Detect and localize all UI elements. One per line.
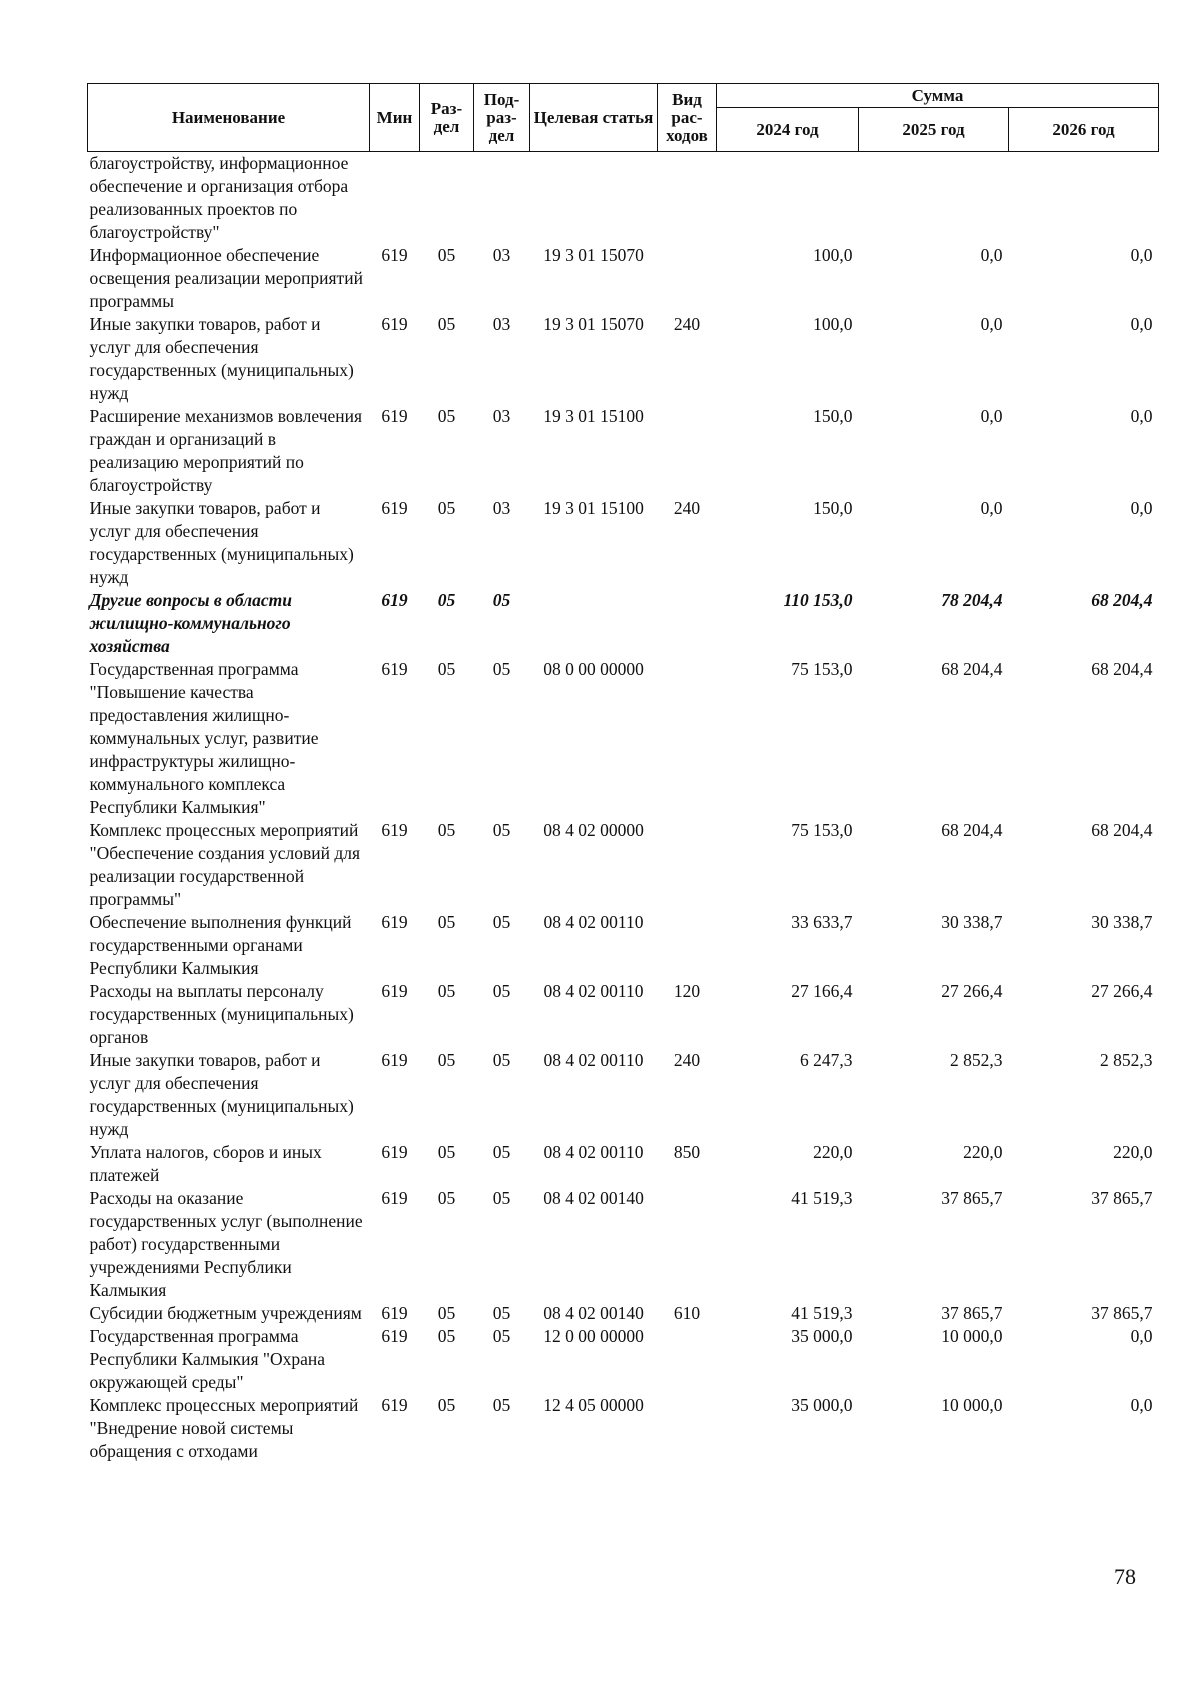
row-vid-rashodov: 240 (673, 498, 701, 518)
row-sum-2024: 220,0 (813, 1142, 853, 1162)
row-razdel: 05 (437, 245, 456, 265)
row-vid-rashodov (658, 1187, 717, 1302)
row-name: Расходы на оказание государственных услуг (выполнение работ) государственными учреждениями Республики Калмыкия (89, 1188, 363, 1300)
row-tselevaya-statya (530, 589, 658, 658)
row-name: Комплекс процессных мероприятий "Внедрение новой системы обращения с отходами (89, 1395, 359, 1461)
table-row (88, 1325, 1159, 1394)
row-min: 619 (381, 498, 408, 518)
row-name: Комплекс процессных мероприятий "Обеспечение создания условий для реализации государственной программы" (89, 820, 361, 909)
row-podrazdel: 05 (492, 981, 511, 1001)
row-razdel: 05 (437, 981, 456, 1001)
row-sum-2024: 27 166,4 (791, 981, 853, 1001)
row-name: Государственная программа "Повышение качества предоставления жилищно-коммунальных услуг, развитие инфраструктуры жилищно-коммунального комплекса Республики Калмыкия" (89, 659, 319, 817)
row-podrazdel: 03 (492, 498, 511, 518)
row-podrazdel: 05 (492, 1395, 511, 1415)
row-tselevaya-statya: 08 4 02 00110 (543, 1050, 644, 1070)
row-razdel: 05 (437, 912, 456, 932)
row-sum-2026: 2 852,3 (1100, 1050, 1153, 1070)
table-row (88, 405, 1159, 497)
row-name: Информационное обеспечение освещения реализации мероприятий программы (89, 245, 363, 311)
table-row (88, 1394, 1159, 1463)
row-tselevaya-statya: 08 4 02 00000 (543, 820, 644, 840)
table-row (88, 313, 1159, 405)
row-podrazdel: 03 (492, 245, 511, 265)
header-2024: 2024 год (717, 108, 859, 152)
row-sum-2026: 0,0 (1130, 498, 1153, 518)
row-tselevaya-statya: 08 0 00 00000 (543, 659, 644, 679)
row-min: 619 (381, 245, 408, 265)
row-vid-rashodov: 610 (673, 1303, 701, 1323)
row-sum-2025: 0,0 (980, 406, 1003, 426)
row-podrazdel: 05 (492, 659, 511, 679)
row-sum-2026: 0,0 (1130, 1395, 1153, 1415)
row-min: 619 (381, 314, 408, 334)
row-podrazdel (474, 152, 530, 245)
row-min: 619 (381, 820, 408, 840)
table-body (88, 152, 1159, 1464)
row-sum-2024 (717, 152, 859, 245)
row-sum-2025: 37 865,7 (941, 1303, 1003, 1323)
row-vid-rashodov: 240 (673, 1050, 701, 1070)
row-razdel: 05 (437, 1303, 456, 1323)
row-sum-2026: 27 266,4 (1091, 981, 1153, 1001)
row-vid-rashodov: 120 (673, 981, 701, 1001)
header-2025: 2025 год (859, 108, 1009, 152)
row-tselevaya-statya: 19 3 01 15070 (543, 314, 644, 334)
row-tselevaya-statya: 08 4 02 00110 (543, 981, 644, 1001)
row-min: 619 (381, 912, 408, 932)
table-row (88, 589, 1159, 658)
row-vid-rashodov (658, 819, 717, 911)
row-sum-2026: 68 204,4 (1091, 659, 1153, 679)
table-row (88, 1302, 1159, 1325)
row-sum-2025 (859, 152, 1009, 245)
row-sum-2024: 33 633,7 (791, 912, 853, 932)
row-tselevaya-statya: 19 3 01 15100 (543, 498, 644, 518)
row-vid-rashodov (658, 1325, 717, 1394)
row-vid-rashodov: 240 (673, 314, 701, 334)
row-sum-2025: 2 852,3 (950, 1050, 1003, 1070)
table-row (88, 1049, 1159, 1141)
row-podrazdel: 05 (492, 1303, 511, 1323)
row-sum-2025: 78 204,4 (941, 590, 1003, 610)
row-sum-2024: 35 000,0 (791, 1395, 853, 1415)
row-sum-2024: 100,0 (813, 314, 853, 334)
row-min: 619 (381, 1188, 408, 1208)
row-min (370, 152, 420, 245)
table-row (88, 497, 1159, 589)
row-sum-2025: 37 865,7 (941, 1188, 1003, 1208)
row-podrazdel: 05 (492, 590, 511, 610)
row-min: 619 (381, 1395, 408, 1415)
row-podrazdel: 05 (492, 1050, 511, 1070)
row-razdel: 05 (437, 1188, 456, 1208)
table-row (88, 1141, 1159, 1187)
table-row (88, 911, 1159, 980)
row-tselevaya-statya (530, 152, 658, 245)
row-min: 619 (381, 590, 408, 610)
row-name: благоустройству, информационное обеспечение и организация отбора реализованных проектов по благоустройству" (89, 153, 349, 242)
row-podrazdel: 05 (492, 820, 511, 840)
row-vid-rashodov (658, 244, 717, 313)
row-vid-rashodov (658, 1394, 717, 1463)
row-razdel: 05 (437, 1050, 456, 1070)
row-name: Расширение механизмов вовлечения граждан и организаций в реализацию мероприятий по благоустройству (89, 406, 363, 495)
row-sum-2025: 0,0 (980, 314, 1003, 334)
table-header (88, 84, 1159, 152)
row-min: 619 (381, 1142, 408, 1162)
row-sum-2024: 75 153,0 (791, 659, 853, 679)
row-name: Иные закупки товаров, работ и услуг для обеспечения государственных (муниципальных) нужд (89, 314, 354, 403)
row-name: Субсидии бюджетным учреждениям (89, 1303, 362, 1323)
row-vid-rashodov (658, 405, 717, 497)
row-vid-rashodov (658, 152, 717, 245)
table-row (88, 244, 1159, 313)
row-razdel: 05 (437, 1395, 456, 1415)
row-sum-2025: 0,0 (980, 498, 1003, 518)
row-tselevaya-statya: 08 4 02 00140 (543, 1188, 644, 1208)
row-sum-2026: 0,0 (1130, 245, 1153, 265)
row-sum-2024: 6 247,3 (800, 1050, 853, 1070)
row-sum-2024: 41 519,3 (791, 1303, 853, 1323)
row-min: 619 (381, 659, 408, 679)
header-razdel: Раз-дел (420, 84, 474, 152)
row-min: 619 (381, 406, 408, 426)
row-name: Уплата налогов, сборов и иных платежей (89, 1142, 322, 1185)
page-number: 78 (1114, 1564, 1136, 1589)
header-tselevaya-statya: Целевая статья (530, 84, 658, 152)
row-min: 619 (381, 981, 408, 1001)
row-sum-2025: 68 204,4 (941, 659, 1003, 679)
table-row (88, 819, 1159, 911)
row-razdel (420, 152, 474, 245)
row-sum-2026: 37 865,7 (1091, 1188, 1153, 1208)
row-podrazdel: 03 (492, 314, 511, 334)
row-name: Расходы на выплаты персоналу государственных (муниципальных) органов (89, 981, 354, 1047)
row-razdel: 05 (437, 820, 456, 840)
row-name: Иные закупки товаров, работ и услуг для обеспечения государственных (муниципальных) нужд (89, 498, 354, 587)
row-razdel: 05 (437, 406, 456, 426)
row-sum-2026: 0,0 (1130, 406, 1153, 426)
row-razdel: 05 (437, 314, 456, 334)
row-razdel: 05 (437, 498, 456, 518)
row-razdel: 05 (437, 659, 456, 679)
header-name: Наименование (88, 84, 370, 152)
row-vid-rashodov (658, 658, 717, 819)
row-sum-2026: 0,0 (1130, 314, 1153, 334)
row-sum-2024: 35 000,0 (791, 1326, 853, 1346)
row-sum-2026: 37 865,7 (1091, 1303, 1153, 1323)
row-podrazdel: 05 (492, 1142, 511, 1162)
row-tselevaya-statya: 12 0 00 00000 (543, 1326, 644, 1346)
row-tselevaya-statya: 08 4 02 00110 (543, 912, 644, 932)
row-sum-2026 (1009, 152, 1159, 245)
header-2026: 2026 год (1009, 108, 1159, 152)
row-sum-2025: 68 204,4 (941, 820, 1003, 840)
row-sum-2025: 30 338,7 (941, 912, 1003, 932)
header-summa: Сумма (717, 84, 1159, 108)
row-sum-2025: 27 266,4 (941, 981, 1003, 1001)
table-row (88, 980, 1159, 1049)
row-tselevaya-statya: 08 4 02 00110 (543, 1142, 644, 1162)
row-name: Другие вопросы в области жилищно-коммунального хозяйства (89, 590, 293, 656)
row-min: 619 (381, 1303, 408, 1323)
row-sum-2026: 0,0 (1130, 1326, 1153, 1346)
row-sum-2024: 150,0 (813, 406, 853, 426)
row-podrazdel: 05 (492, 912, 511, 932)
row-podrazdel: 03 (492, 406, 511, 426)
row-name: Иные закупки товаров, работ и услуг для обеспечения государственных (муниципальных) нужд (89, 1050, 354, 1139)
budget-table-page (87, 83, 1158, 1463)
row-sum-2026: 30 338,7 (1091, 912, 1153, 932)
row-name: Государственная программа Республики Калмыкия "Охрана окружающей среды" (89, 1326, 326, 1392)
budget-table (87, 83, 1159, 1463)
row-sum-2025: 10 000,0 (941, 1326, 1003, 1346)
row-sum-2024: 110 153,0 (783, 590, 853, 610)
row-name: Обеспечение выполнения функций государственными органами Республики Калмыкия (89, 912, 352, 978)
row-sum-2024: 100,0 (813, 245, 853, 265)
table-row (88, 1187, 1159, 1302)
row-razdel: 05 (437, 590, 456, 610)
row-min: 619 (381, 1326, 408, 1346)
row-tselevaya-statya: 08 4 02 00140 (543, 1303, 644, 1323)
row-sum-2024: 75 153,0 (791, 820, 853, 840)
row-tselevaya-statya: 12 4 05 00000 (543, 1395, 644, 1415)
row-razdel: 05 (437, 1326, 456, 1346)
row-podrazdel: 05 (492, 1188, 511, 1208)
row-vid-rashodov (658, 589, 717, 658)
row-podrazdel: 05 (492, 1326, 511, 1346)
header-vid-rashodov: Вид рас-ходов (658, 84, 717, 152)
row-min: 619 (381, 1050, 408, 1070)
header-min: Мин (370, 84, 420, 152)
row-vid-rashodov (658, 911, 717, 980)
row-razdel: 05 (437, 1142, 456, 1162)
header-podrazdel: Под-раз-дел (474, 84, 530, 152)
row-sum-2026: 220,0 (1113, 1142, 1153, 1162)
row-tselevaya-statya: 19 3 01 15070 (543, 245, 644, 265)
row-sum-2025: 220,0 (963, 1142, 1003, 1162)
row-vid-rashodov: 850 (673, 1142, 701, 1162)
row-sum-2024: 150,0 (813, 498, 853, 518)
row-sum-2026: 68 204,4 (1091, 820, 1153, 840)
table-row (88, 152, 1159, 245)
row-tselevaya-statya: 19 3 01 15100 (543, 406, 644, 426)
row-sum-2026: 68 204,4 (1091, 590, 1153, 610)
row-sum-2024: 41 519,3 (791, 1188, 853, 1208)
table-row (88, 658, 1159, 819)
row-sum-2025: 0,0 (980, 245, 1003, 265)
row-sum-2025: 10 000,0 (941, 1395, 1003, 1415)
